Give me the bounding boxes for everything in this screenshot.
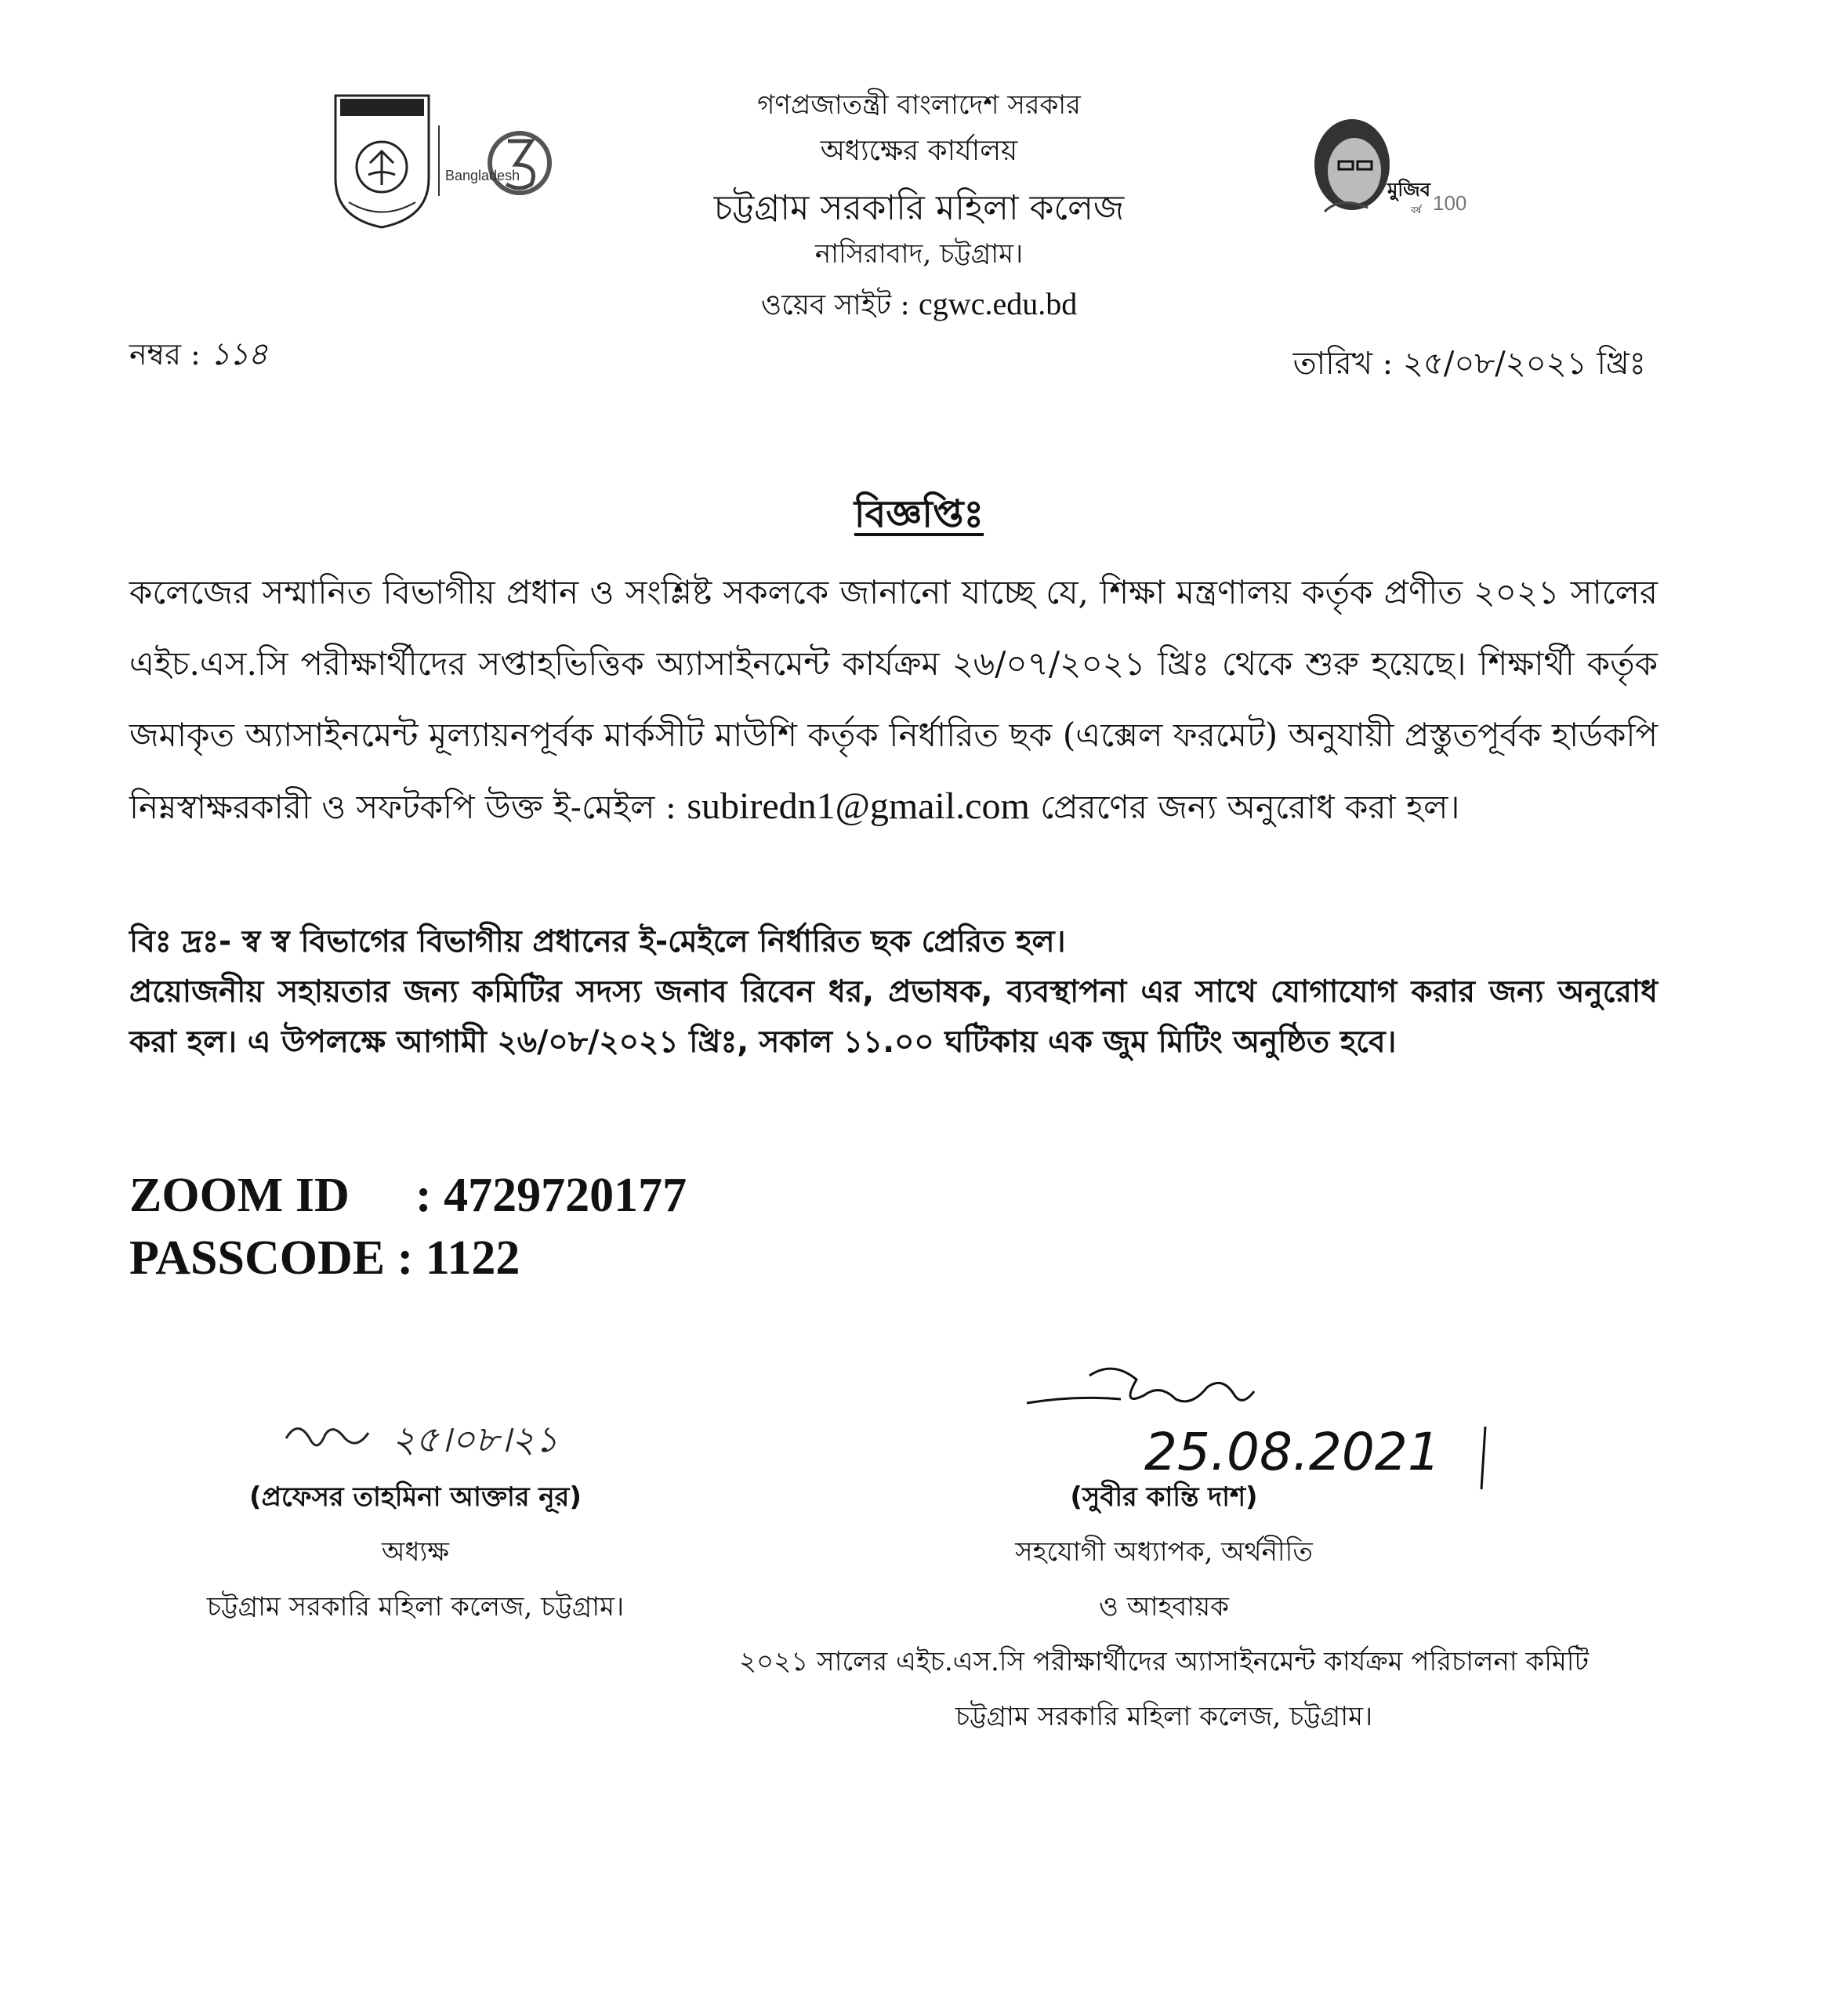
website-label: ওয়েব সাইট :	[760, 289, 910, 321]
mujib-sub: বর্ষ	[1411, 205, 1422, 216]
gov-name: গণপ্রজাতন্ত্রী বাংলাদেশ সরকার	[757, 89, 1081, 121]
convener-title: সহযোগী অধ্যাপক, অর্থনীতি	[1015, 1536, 1313, 1568]
notice-title: বিজ্ঞপ্তিঃ	[854, 492, 984, 536]
website-line	[0, 284, 1838, 331]
convener-name: (সুবীর কান্তি দাশ)	[1070, 1481, 1258, 1513]
mujib-num: 100	[1433, 191, 1467, 215]
principal-org: চট্টগ্রাম সরকারি মহিলা কলেজ, চট্টগ্রাম।	[206, 1591, 625, 1623]
mujib-text: মুজিব	[1387, 179, 1431, 201]
convener-committee: ২০২১ সালের এইচ.এস.সি পরীক্ষার্থীদের অ্যাসাইনমেন্ট কার্যক্রম পরিচালনা কমিটি	[738, 1646, 1590, 1677]
passcode-row	[129, 1231, 520, 1286]
note-line-1: বিঃ দ্রঃ- স্ব স্ব বিভাগের বিভাগীয় প্রধানের ই-মেইলে নির্ধারিত ছক প্রেরিত হল।	[129, 924, 1066, 959]
submission-email: subiredn1@gmail.com	[687, 785, 1030, 827]
memo-value: ১১৪	[209, 336, 266, 372]
convener-block	[658, 1470, 1669, 1744]
college-name: চট্টগ্রাম সরকারি মহিলা কলেজ	[713, 188, 1125, 228]
memo-label: নম্বর :	[129, 337, 201, 372]
college-address: নাসিরাবাদ, চট্টগ্রাম।	[814, 238, 1024, 270]
office-name: অধ্যক্ষের কার্যালয়	[820, 135, 1018, 167]
convener-org: চট্টগ্রাম সরকারি মহিলা কলেজ, চট্টগ্রাম।	[955, 1701, 1373, 1732]
passcode-label: PASSCODE	[129, 1231, 386, 1285]
zoom-id-row	[129, 1168, 687, 1224]
memo-date	[1293, 339, 1646, 391]
notice-note	[129, 917, 1658, 1068]
paragraph-end: প্রেরণের জন্য অনুরোধ করা হল।	[1040, 788, 1460, 826]
golden-jubilee-text: Bangladesh	[445, 168, 520, 183]
convener-signature-date: 25.08.2021	[1144, 1422, 1441, 1482]
zoom-id-value: : 4729720177	[415, 1169, 687, 1222]
website-url: cgwc.edu.bd	[919, 286, 1078, 321]
paragraph-text: কলেজের সম্মানিত বিভাগীয় প্রধান ও সংশ্লিষ্ট সকলকে জানানো যাচ্ছে যে, শিক্ষা মন্ত্রণালয় কর্তৃক প্রণীত ২০২১ সালের এইচ.এস.সি পরীক্ষার্থীদের সপ্তাহভিত্তিক অ্যাসাইনমেন্ট কার্যক্রম ২৬/০৭/২০২১ খ্রিঃ থেকে শুরু হয়েছে। শিক্ষার্থী কর্তৃক জমাকৃত অ্যাসাইনমেন্ট মূল্যায়নপূর্বক মার্কসীট মাউশি কর্তৃক নির্ধারিত ছক (এক্সেল ফরমেট) অনুযায়ী প্রস্তুতপূর্বক হার্ডকপি নিম্নস্বাক্ষরকারী ও সফটকপি উক্ত ই-মেইল :	[129, 573, 1658, 826]
notice-paragraph	[129, 557, 1658, 843]
date-value: ২৫/০৮/২০২১ খ্রিঃ	[1402, 346, 1646, 382]
passcode-value: : 1122	[397, 1231, 520, 1285]
principal-signature	[282, 1403, 690, 1474]
memo-number	[129, 329, 266, 382]
principal-name: (প্রফেসর তাহমিনা আক্তার নূর)	[249, 1481, 582, 1513]
zoom-id-label: ZOOM ID	[129, 1169, 350, 1222]
mujib-borsho-logo	[1293, 110, 1467, 219]
date-label: তারিখ :	[1292, 346, 1394, 382]
principal-signature-date: ২৫।০৮।২১	[392, 1418, 559, 1460]
note-line-2: প্রয়োজনীয় সহায়তার জন্য কমিটির সদস্য জনাব রিবেন ধর, প্রভাষক, ব্যবস্থাপনা এর সাথে যোগাযোগ করার জন্য অনুরোধ করা হল। এ উপলক্ষে আগামী ২৬/০৮/২০২১ খ্রিঃ, সকাল ১১.০০ ঘটিকায় এক জুম মিটিং অনুষ্ঠিত হবে।	[129, 974, 1658, 1060]
convener-role: ও আহবায়ক	[1099, 1591, 1229, 1623]
principal-title: অধ্যক্ষ	[382, 1536, 449, 1568]
principal-block	[125, 1470, 705, 1634]
